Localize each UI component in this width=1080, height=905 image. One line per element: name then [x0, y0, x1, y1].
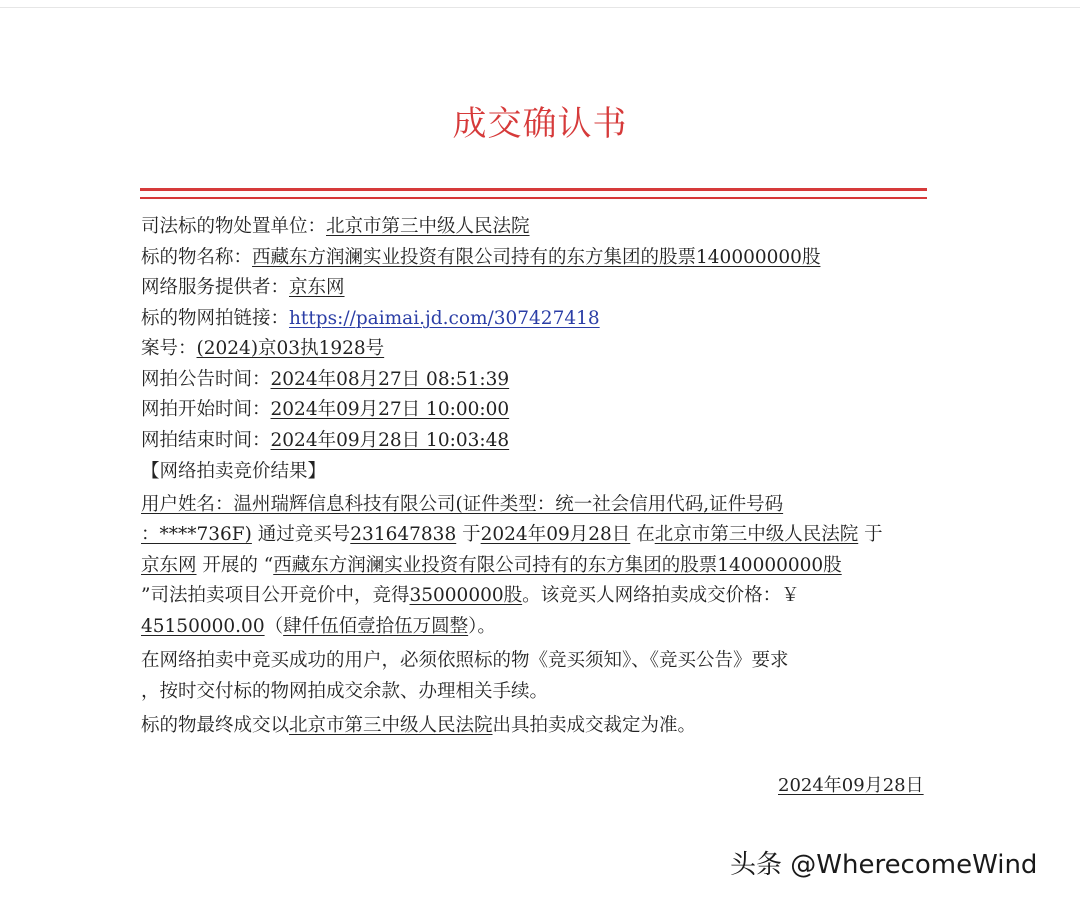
text: 于	[864, 524, 883, 545]
price-in-words: 肆仟伍佰壹拾伍万圆整	[283, 615, 469, 637]
field-label: 网拍结束时间：	[141, 429, 271, 451]
field-label: 司法标的物处置单位：	[141, 216, 327, 237]
result-line	[141, 520, 931, 551]
text: 标的物最终成交以	[141, 715, 290, 736]
notice-paragraph	[141, 646, 931, 707]
court-name: 北京市第三中级人民法院	[289, 715, 493, 736]
field-label: 标的物名称：	[141, 246, 253, 268]
document-date: 2024年09月28日	[778, 775, 924, 796]
result-line	[141, 490, 931, 521]
text: 在	[636, 524, 655, 545]
field-value: 2024年08月27日 08:51:39	[270, 368, 510, 390]
field-end-time	[141, 426, 931, 457]
final-paragraph	[141, 711, 931, 742]
field-value: 2024年09月27日 10:00:00	[270, 399, 510, 420]
buyer-info: 用户姓名：温州瑞辉信息科技有限公司(证件类型：统一社会信用代码,证件号码	[141, 493, 784, 515]
field-value: 京东网	[289, 277, 345, 298]
deal-price: 45150000.00	[141, 615, 265, 637]
text: 于	[462, 524, 481, 545]
text: 通过竞买号	[257, 524, 351, 545]
field-value: 北京市第三中级人民法院	[326, 216, 530, 237]
notice-line: 在网络拍卖中竞买成功的用户，必须依照标的物《竞买须知》、《竞买公告》要求	[141, 650, 789, 671]
field-auction-link	[141, 304, 931, 335]
field-label: 网拍开始时间：	[141, 399, 271, 420]
field-case-number	[141, 334, 931, 365]
field-service-provider	[141, 273, 931, 304]
text: ）。	[468, 615, 496, 637]
deal-date: 2024年09月28日	[480, 524, 631, 545]
subject-name: 西藏东方润澜实业投资有限公司持有的东方集团的股票140000000股	[273, 554, 842, 576]
document-title: 成交确认书	[452, 104, 628, 144]
field-value: 2024年09月28日 10:03:48	[270, 429, 510, 451]
field-label: 标的物网拍链接：	[141, 307, 290, 329]
shares-won: 35000000股	[409, 585, 523, 606]
text: （	[264, 615, 284, 637]
buyer-id: ：****736F)	[141, 524, 252, 545]
field-announce-time	[141, 365, 931, 396]
platform-name: 京东网	[141, 554, 197, 576]
watermark: 头条 @WherecomeWind	[730, 850, 1038, 880]
result-paragraph	[141, 490, 931, 643]
text: 。该竞买人网络拍卖成交价格：￥	[522, 585, 800, 606]
field-label: 案号：	[141, 338, 197, 359]
field-subject-name	[141, 243, 931, 274]
text: ”司法拍卖项目公开竞价中，竞得	[141, 585, 410, 606]
result-heading: 【网络拍卖竞价结果】	[141, 461, 327, 482]
result-line	[141, 551, 931, 582]
title-rule-thin	[140, 197, 927, 199]
result-line	[141, 612, 931, 643]
court-name: 北京市第三中级人民法院	[654, 524, 859, 545]
field-disposal-unit	[141, 212, 931, 243]
field-value: (2024)京03执1928号	[196, 338, 385, 359]
top-divider	[0, 7, 1080, 8]
text: 开展的 “	[202, 554, 274, 576]
field-label: 网络服务提供者：	[141, 277, 290, 298]
field-start-time	[141, 395, 931, 426]
bid-number: 231647838	[350, 524, 457, 545]
text: 出具拍卖成交裁定为准。	[492, 715, 697, 736]
title-rule-thick	[140, 188, 927, 191]
auction-link[interactable]: https://paimai.jd.com/307427418	[289, 307, 600, 329]
result-line	[141, 581, 931, 612]
field-value: 西藏东方润澜实业投资有限公司持有的东方集团的股票140000000股	[252, 246, 821, 268]
document-body	[141, 212, 931, 742]
notice-line: ，按时交付标的物网拍成交余款、办理相关手续。	[141, 680, 549, 702]
field-label: 网拍公告时间：	[141, 368, 271, 390]
